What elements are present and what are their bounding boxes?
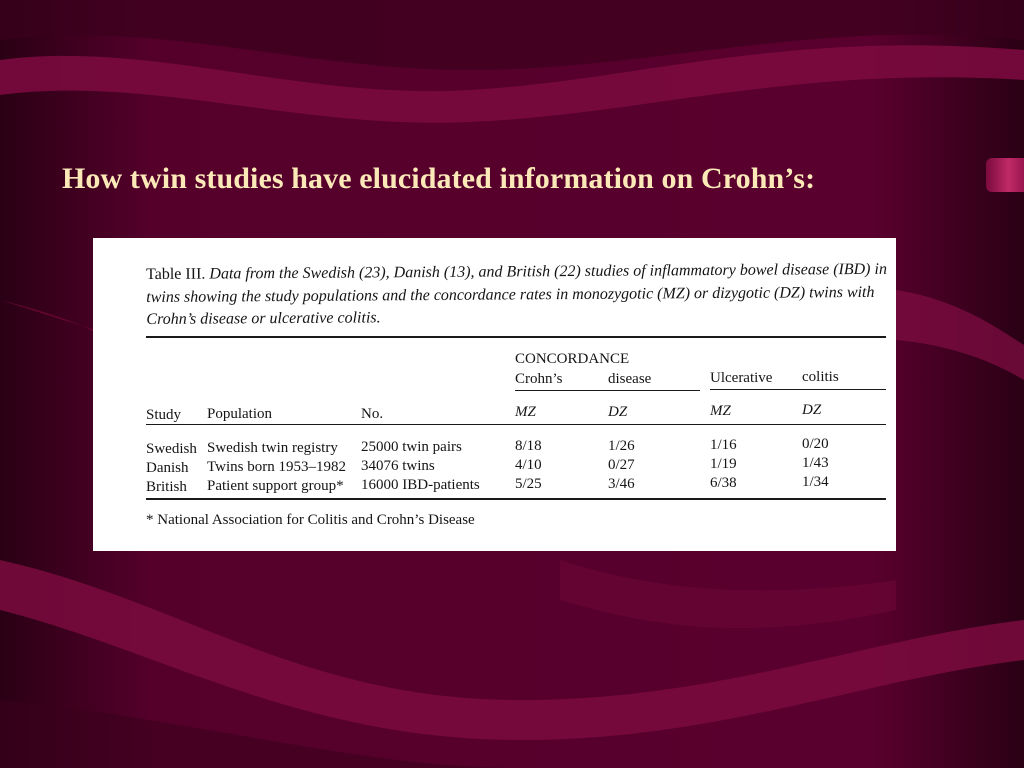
- cell-crohns-dz: 3/46: [608, 476, 635, 492]
- cell-uc-mz: 1/16: [710, 437, 737, 453]
- cell-study: Danish: [146, 460, 189, 476]
- col-header-no: No.: [361, 406, 384, 422]
- cell-no: 25000 twin pairs: [361, 439, 462, 455]
- concordance-header: CONCORDANCE: [515, 351, 630, 367]
- col-header-uc-dz: DZ: [802, 402, 822, 418]
- cell-uc-mz: 6/38: [710, 475, 737, 491]
- cell-study: British: [146, 479, 187, 495]
- crohns-group-rule: [515, 390, 700, 391]
- header-rule: [146, 424, 886, 425]
- corner-tab-decoration: [986, 158, 1024, 192]
- cell-crohns-mz: 4/10: [515, 457, 542, 473]
- crohns-header: Crohn’s: [515, 371, 563, 387]
- crohns-disease-header: disease: [608, 371, 652, 387]
- table-bottom-rule: [146, 498, 886, 500]
- col-header-population: Population: [207, 406, 273, 422]
- cell-crohns-dz: 1/26: [608, 438, 635, 454]
- table-caption-text: Data from the Swedish (23), Danish (13), and British (22) studies of inflammatory bowel disease (IBD) in twins showing the study populations and the concordance rates in monozygotic (MZ) or dizygotic (DZ) twins with Crohn’s disease or ulcerative colitis.: [146, 260, 887, 328]
- cell-uc-dz: 1/34: [802, 474, 829, 490]
- table-top-rule: [146, 336, 886, 338]
- cell-no: 16000 IBD-patients: [361, 477, 480, 493]
- cell-population: Patient support group*: [207, 478, 344, 494]
- cell-crohns-mz: 8/18: [515, 438, 542, 454]
- cell-no: 34076 twins: [361, 458, 435, 474]
- col-header-crohns-mz: MZ: [515, 404, 536, 420]
- table-image: [93, 238, 896, 551]
- cell-crohns-mz: 5/25: [515, 476, 542, 492]
- uc-group-rule: [710, 389, 886, 390]
- cell-uc-mz: 1/19: [710, 456, 737, 472]
- ulcerative-header: Ulcerative: [710, 370, 773, 386]
- cell-crohns-dz: 0/27: [608, 457, 635, 473]
- cell-uc-dz: 1/43: [802, 455, 829, 471]
- table-caption-label: Table III.: [146, 265, 206, 283]
- col-header-study: Study: [146, 407, 182, 423]
- slide-title: How twin studies have elucidated information on Crohn’s:: [62, 162, 816, 195]
- cell-population: Twins born 1953–1982: [207, 459, 346, 475]
- table-caption: [146, 259, 888, 332]
- colitis-header: colitis: [802, 369, 839, 385]
- col-header-uc-mz: MZ: [710, 403, 731, 419]
- cell-study: Swedish: [146, 441, 197, 457]
- cell-population: Swedish twin registry: [207, 440, 338, 456]
- col-header-crohns-dz: DZ: [608, 404, 628, 420]
- cell-uc-dz: 0/20: [802, 436, 829, 452]
- table-footnote: * National Association for Colitis and Crohn’s Disease: [146, 512, 475, 528]
